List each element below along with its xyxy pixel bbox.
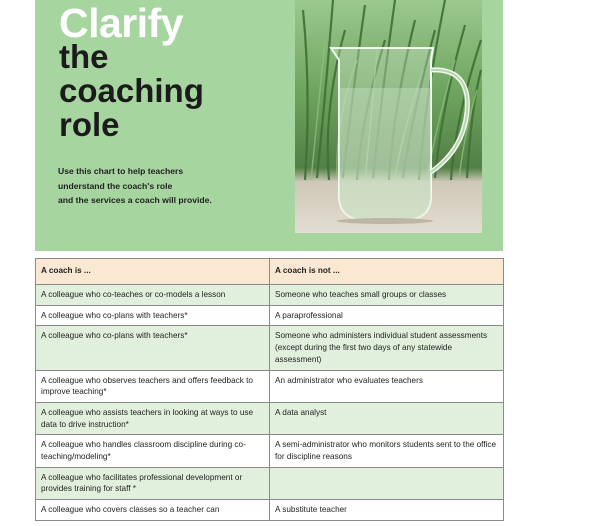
coach-is-not-cell: An administrator who evaluates teachers — [270, 370, 504, 402]
intro-line-3: and the services a coach will provide. — [58, 195, 212, 205]
table-row — [36, 285, 504, 306]
coach-is-cell: A colleague who co-plans with teachers* — [36, 326, 270, 370]
title-line-4: role — [59, 106, 120, 143]
pitcher-photo — [295, 0, 482, 233]
coach-is-cell: A colleague who observes teachers and offers feedback to improve teaching* — [36, 370, 270, 402]
table-header-row — [36, 259, 504, 285]
table-row — [36, 500, 504, 521]
intro-text — [58, 164, 258, 208]
intro-line-2: understand the coach's role — [58, 180, 173, 191]
coach-is-cell: A colleague who facilitates professional development or provides training for staff * — [36, 467, 270, 499]
hero-banner — [35, 0, 503, 251]
coach-is-cell: A colleague who co-teaches or co-models a lesson — [36, 285, 270, 306]
header-coach-is: A coach is ... — [36, 259, 270, 285]
intro-line-1: Use this chart to help teachers — [58, 166, 184, 176]
coach-is-cell: A colleague who handles classroom discipline during co-teaching/modeling* — [36, 435, 270, 467]
table-row — [36, 435, 504, 467]
coach-role-table — [35, 258, 504, 521]
table-row — [36, 305, 504, 326]
coach-is-not-cell: A substitute teacher — [270, 500, 504, 521]
title-line-2: the — [59, 38, 109, 75]
coach-is-cell: A colleague who covers classes so a teacher can — [36, 500, 270, 521]
page-title — [59, 0, 204, 143]
table-row — [36, 402, 504, 434]
coach-is-cell: A colleague who assists teachers in looking at ways to use data to drive instruction* — [36, 402, 270, 434]
coach-is-not-cell: A semi-administrator who monitors students sent to the office for discipline reasons — [270, 435, 504, 467]
table-row — [36, 467, 504, 499]
coach-is-not-cell: Someone who administers individual student assessments (except during the first two days of any statewide assessment) — [270, 326, 504, 370]
table-row — [36, 370, 504, 402]
title-line-3: coaching — [59, 72, 204, 109]
coach-is-not-cell: A data analyst — [270, 402, 504, 434]
coach-is-not-cell — [270, 467, 504, 499]
coach-is-not-cell: Someone who teaches small groups or classes — [270, 285, 504, 306]
title-line-1: Clarify — [59, 0, 184, 46]
coach-is-not-cell: A paraprofessional — [270, 305, 504, 326]
table-row — [36, 326, 504, 370]
coach-is-cell: A colleague who co-plans with teachers* — [36, 305, 270, 326]
pitcher-illustration — [295, 0, 482, 233]
header-coach-is-not: A coach is not ... — [270, 259, 504, 285]
